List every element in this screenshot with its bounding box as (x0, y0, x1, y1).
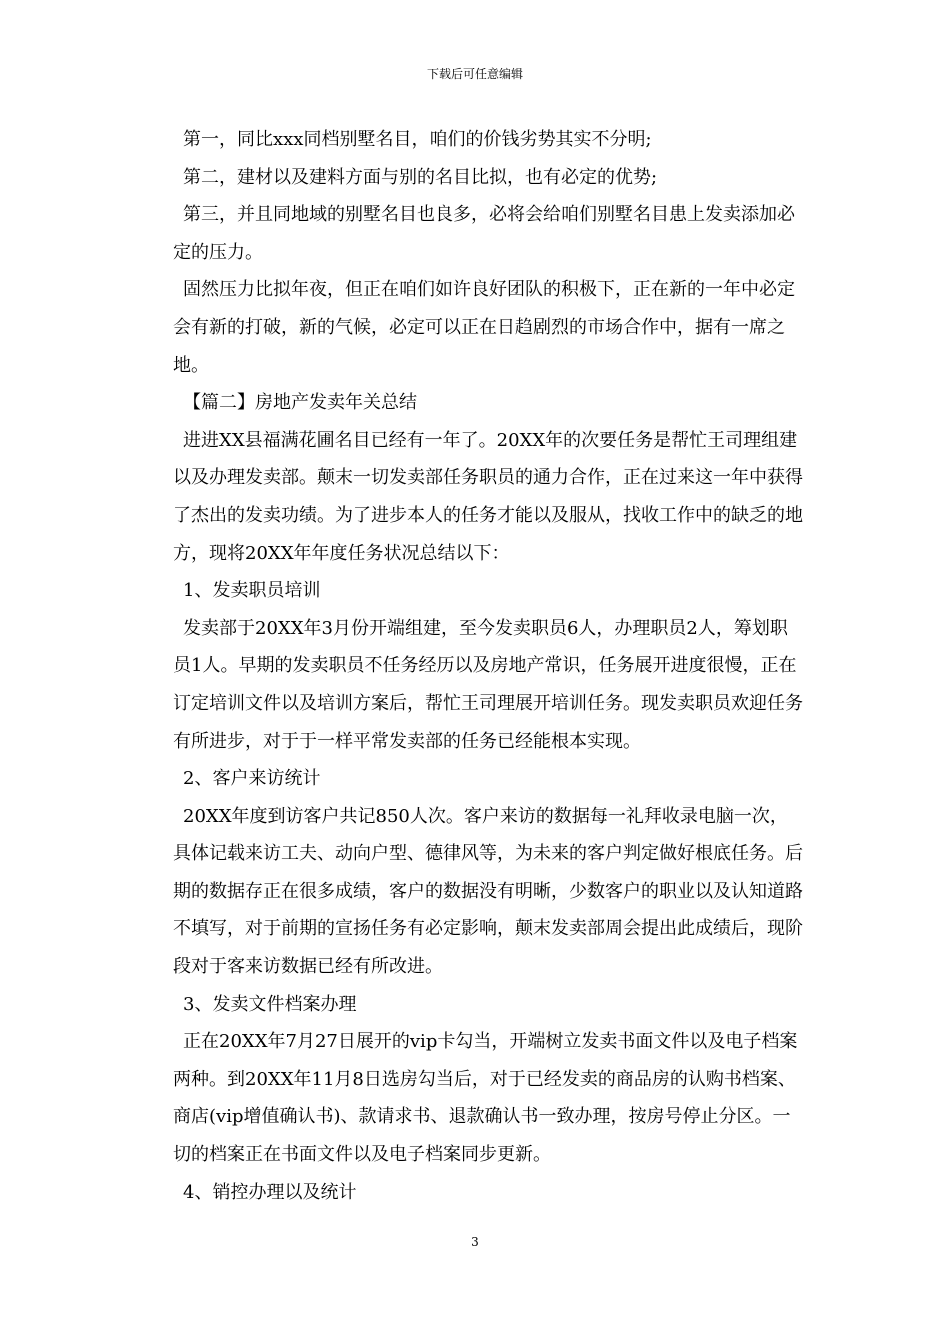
subheading-4: 4、销控办理以及统计 (183, 1181, 357, 1203)
page-number: 3 (471, 1235, 479, 1249)
page-header: 下载后可任意编辑 (426, 67, 523, 81)
paragraph-4: 固然压力比拟年夜，但正在咱们如许良好团队的积极下，正在新的一年中必定会有新的打破，新的气候，必定可以正在日趋剧烈的市场合作中，据有一席之地。 (173, 279, 795, 376)
subheading-3: 3、发卖文件档案办理 (183, 993, 357, 1015)
subheading-1: 1、发卖职员培训 (183, 580, 321, 602)
paragraph-6: 进进XX县福满花圃名目已经有一年了。20XX年的次要任务是帮忙王司理组建以及办理发卖部。颠末一切发卖部任务职员的通力合作，正在过来这一年中获得了杰出的发卖功绩。为了进步本人的任务才能以及服从，找收工作中的缺乏的地方，现将20XX年年度任务状况总结以下： (173, 429, 803, 564)
paragraph-12: 正在20XX年7月27日展开的vip卡勾当，开端树立发卖书面文件以及电子档案两种。到20XX年11月8日选房勾当后，对于已经发卖的商品房的认购书档案、商店(vip增值确认书)、款请求书、退款确认书一致办理，按房号停止分区。一切的档案正在书面文件以及电子档案同步更新。 (173, 1031, 798, 1166)
paragraph-3: 第三，并且同地域的别墅名目也良多，必将会给咱们别墅名目患上发卖添加必定的压力。 (173, 204, 795, 263)
subheading-2: 2、客户来访统计 (183, 768, 321, 790)
paragraph-1: 第一，同比xxx同档别墅名目，咱们的价钱劣势其实不分明; (183, 129, 652, 150)
paragraph-10: 20XX年度到访客户共记850人次。客户来访的数据每一礼拜收录电脑一次，具体记载来访工夫、动向户型、德律风等，为未来的客户判定做好根底任务。后期的数据存正在很多成绩，客户的数据没有明晰，少数客户的职业以及认知道路不填写，对于前期的宣扬任务有必定影响，颠末发卖部周会提出此成绩后，现阶段对于客来访数据已经有所改进。 (173, 805, 803, 978)
document-body (173, 121, 805, 1211)
paragraph-2: 第二，建材以及建料方面与别的名目比拟，也有必定的优势; (183, 166, 658, 188)
section-heading: 【篇二】房地产发卖年关总结 (183, 392, 417, 414)
paragraph-8: 发卖部于20XX年3月份开端组建，至今发卖职员6人，办理职员2人，筹划职员1人。早期的发卖职员不任务经历以及房地产常识，任务展开进度很慢，正在订定培训文件以及培训方案后，帮忙王司理展开培训任务。现发卖职员欢迎任务有所进步，对于于一样平常发卖部的任务已经能根本实现。 (173, 617, 803, 752)
